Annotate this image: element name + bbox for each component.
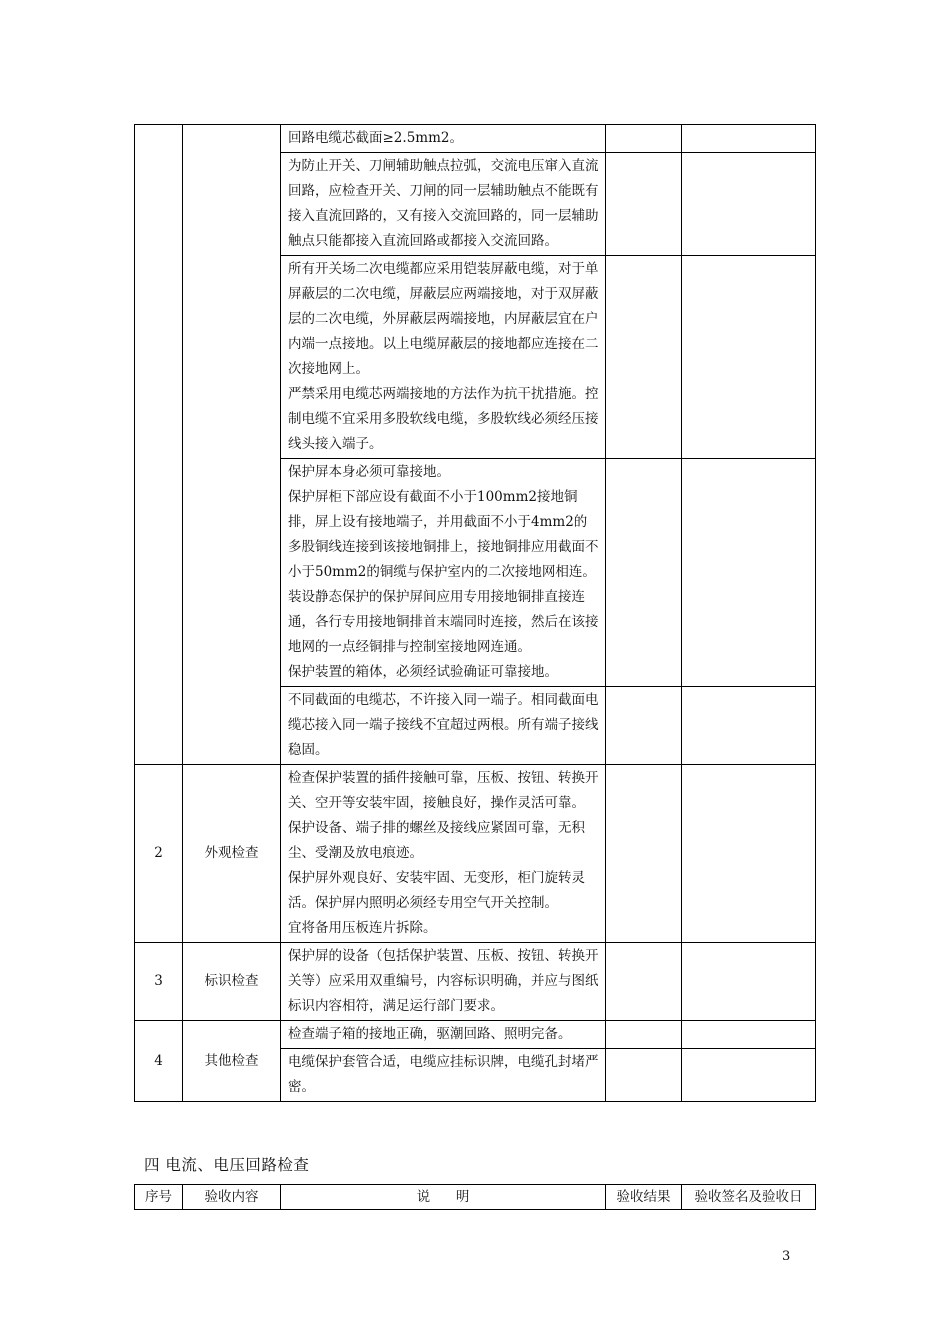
description-cell: [281, 1021, 606, 1049]
result-cell[interactable]: [606, 125, 682, 153]
header-signature: 验收签名及验收日: [682, 1185, 816, 1210]
header-description: 说 明: [281, 1185, 606, 1210]
content-cell: 外观检查: [183, 765, 281, 943]
header-result: 验收结果: [606, 1185, 682, 1210]
seq-cell: [135, 125, 183, 765]
content-cell: 其他检查: [183, 1021, 281, 1102]
description-paragraph: 检查端子箱的接地正确，驱潮回路、照明完备。: [288, 1026, 572, 1042]
description-paragraph: 宜将备用压板连片拆除。: [288, 920, 437, 936]
result-cell[interactable]: [606, 687, 682, 765]
section4-header-table: [134, 1184, 816, 1210]
description-cell: [281, 1049, 606, 1102]
description-paragraph: 保护屏的设备（包括保护装置、压板、按钮、转换开关等）应采用双重编号，内容标识明确，并应与图纸标识内容相符，满足运行部门要求。: [288, 948, 599, 1014]
header-row: [135, 1185, 816, 1210]
description-paragraph: 保护设备、端子排的螺丝及接线应紧固可靠，无积尘、受潮及放电痕迹。: [288, 820, 585, 861]
signature-cell[interactable]: [682, 687, 816, 765]
description-paragraph: 不同截面的电缆芯，不许接入同一端子。相同截面电缆芯接入同一端子接线不宜超过两根。所有端子接线稳固。: [288, 692, 599, 758]
result-cell[interactable]: [606, 153, 682, 256]
description-cell: [281, 765, 606, 943]
table-row: [135, 1021, 816, 1049]
description-cell: [281, 943, 606, 1021]
content-cell: 标识检查: [183, 943, 281, 1021]
description-cell: [281, 687, 606, 765]
signature-cell[interactable]: [682, 1049, 816, 1102]
header-content: 验收内容: [183, 1185, 281, 1210]
result-cell[interactable]: [606, 1049, 682, 1102]
signature-cell[interactable]: [682, 459, 816, 687]
seq-cell: 3: [135, 943, 183, 1021]
description-cell: [281, 256, 606, 459]
signature-cell[interactable]: [682, 256, 816, 459]
signature-cell[interactable]: [682, 765, 816, 943]
description-paragraph: 保护屏外观良好、安装牢固、无变形，柜门旋转灵活。保护屏内照明必须经专用空气开关控制。: [288, 870, 585, 911]
description-cell: [281, 459, 606, 687]
table-row: [135, 943, 816, 1021]
description-paragraph: 保护屏本身必须可靠接地。: [288, 464, 450, 480]
signature-cell[interactable]: [682, 943, 816, 1021]
result-cell[interactable]: [606, 943, 682, 1021]
result-cell[interactable]: [606, 256, 682, 459]
description-paragraph: 所有开关场二次电缆都应采用铠装屏蔽电缆，对于单屏蔽层的二次电缆，屏蔽层应两端接地，对于双屏蔽层的二次电缆，外屏蔽层两端接地，内屏蔽层宜在户内端一点接地。以上电缆屏蔽层的接地都应连接在二次接地网上。: [288, 261, 599, 377]
seq-cell: 2: [135, 765, 183, 943]
section-title: 四 电流、电压回路检查: [144, 1156, 310, 1174]
signature-cell[interactable]: [682, 1021, 816, 1049]
result-cell[interactable]: [606, 459, 682, 687]
signature-cell[interactable]: [682, 125, 816, 153]
description-paragraph: 严禁采用电缆芯两端接地的方法作为抗干扰措施。控制电缆不宜采用多股软线电缆，多股软线必须经压接线头接入端子。: [288, 386, 599, 452]
page-number: 3: [782, 1249, 791, 1264]
description-cell: [281, 125, 606, 153]
result-cell[interactable]: [606, 1021, 682, 1049]
acceptance-table: [134, 124, 816, 1102]
description-paragraph: 保护装置的箱体，必须经试验确证可靠接地。: [288, 664, 558, 680]
table-row: [135, 765, 816, 943]
description-cell: [281, 153, 606, 256]
signature-cell[interactable]: [682, 153, 816, 256]
seq-cell: 4: [135, 1021, 183, 1102]
result-cell[interactable]: [606, 765, 682, 943]
table-row: [135, 125, 816, 153]
header-seq: 序号: [135, 1185, 183, 1210]
description-paragraph: 检查保护装置的插件接触可靠，压板、按钮、转换开关、空开等安装牢固，接触良好，操作灵活可靠。: [288, 770, 599, 811]
description-paragraph: 电缆保护套管合适，电缆应挂标识牌，电缆孔封堵严密。: [288, 1054, 599, 1095]
description-paragraph: 保护屏柜下部应设有截面不小于100mm2接地铜排，屏上设有接地端子，并用截面不小于4mm2的多股铜线连接到该接地铜排上，接地铜排应用截面不小于50mm2的铜缆与保护室内的二次接地网相连。装设静态保护的保护屏间应用专用接地铜排直接连通，各行专用接地铜排首末端同时连接，然后在该接地网的一点经铜排与控制室接地网连通。: [288, 489, 599, 655]
description-paragraph: 回路电缆芯截面≥2.5mm2。: [288, 130, 463, 146]
description-paragraph: 为防止开关、刀闸辅助触点拉弧，交流电压窜入直流回路，应检查开关、刀闸的同一层辅助触点不能既有接入直流回路的，又有接入交流回路的，同一层辅助触点只能都接入直流回路或都接入交流回路。: [288, 158, 599, 249]
content-cell: [183, 125, 281, 765]
